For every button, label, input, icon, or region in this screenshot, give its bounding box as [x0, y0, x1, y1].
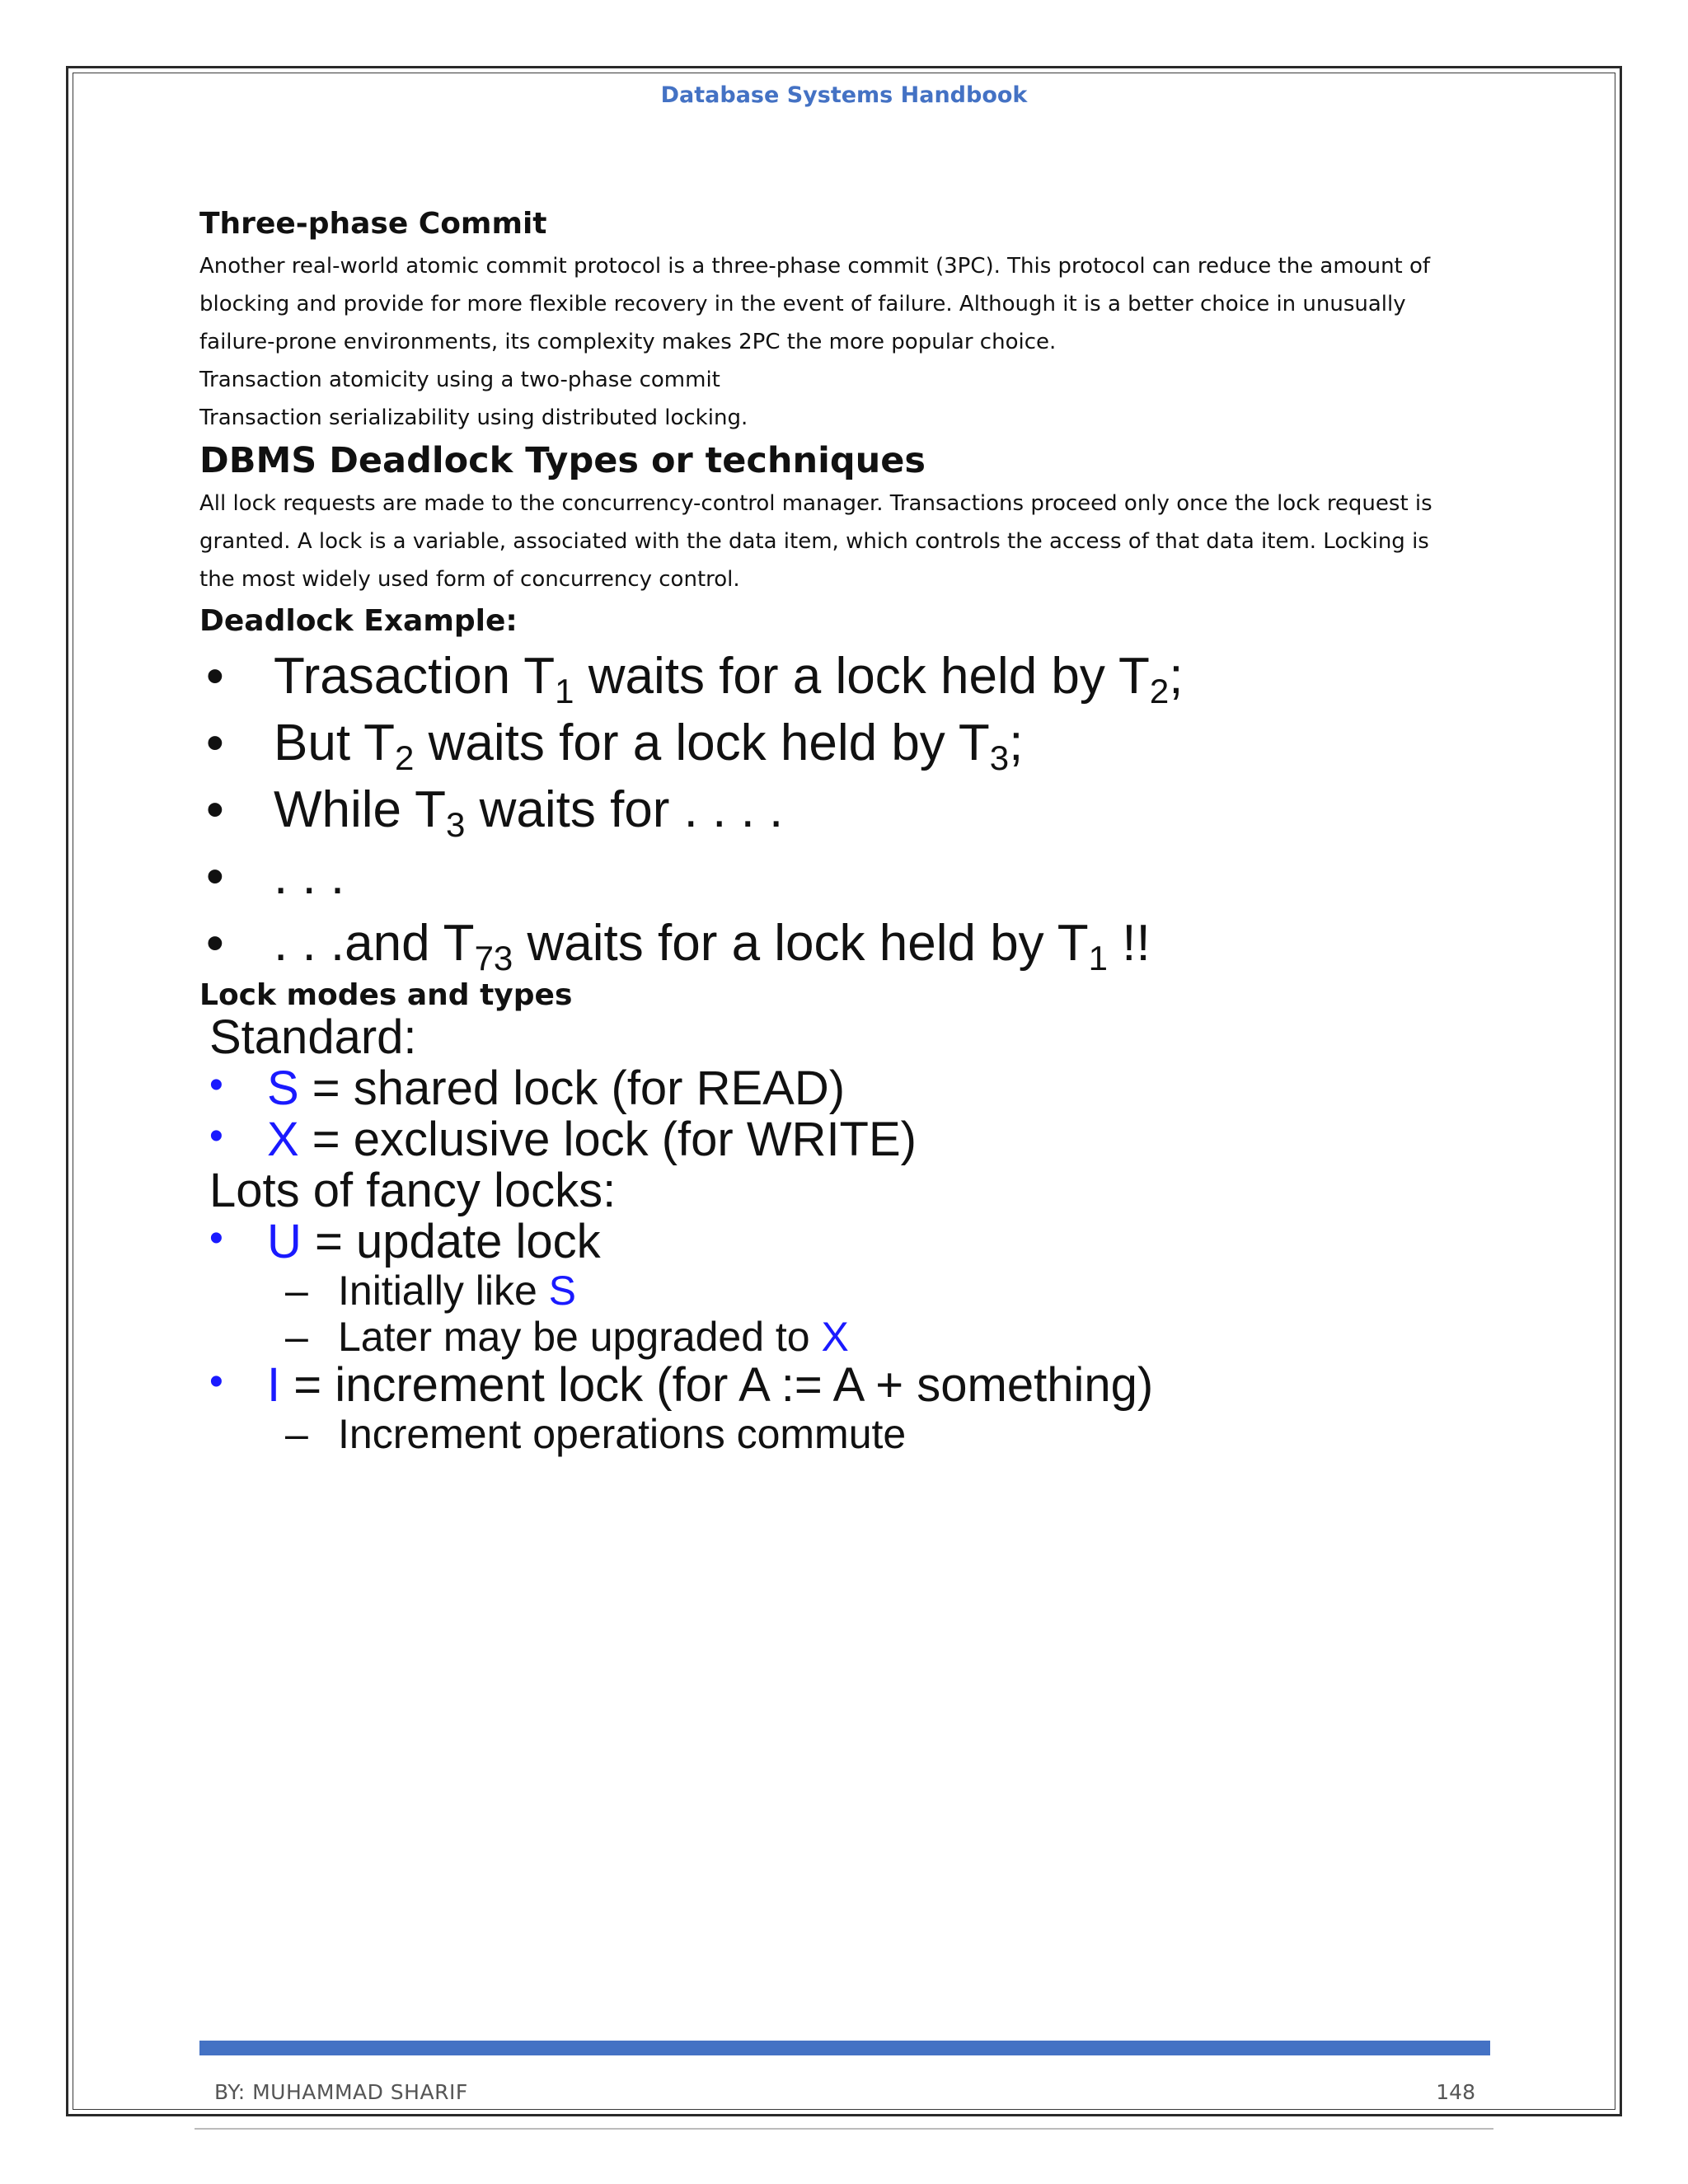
lock-subbullet: – Later may be upgraded to X	[285, 1314, 849, 1360]
bullet-icon: •	[209, 1360, 223, 1404]
lock-subbullet: – Initially like S	[285, 1268, 576, 1314]
bullet-icon: •	[206, 848, 224, 905]
lock-bullet-u: • U = update lock	[209, 1215, 601, 1268]
paragraph-line: Transaction serializability using distributed locking.	[199, 405, 748, 430]
paragraph-line: Another real-world atomic commit protocol is a three-phase commit (3PC). This protocol can reduce the amount of	[199, 254, 1431, 279]
bullet-icon: •	[206, 648, 224, 705]
dash-icon: –	[285, 1314, 308, 1360]
heading-lock-modes: Lock modes and types	[199, 978, 573, 1012]
fancy-locks-label: Lots of fancy locks:	[209, 1164, 617, 1217]
deadlock-bullet: • While $T_3$ waits for . . . .	[199, 776, 1502, 843]
paragraph-line: granted. A lock is a variable, associated with the data item, which controls the access of that data item. Locking is	[199, 529, 1429, 554]
deadlock-example-slide	[199, 643, 1502, 977]
deadlock-bullet: • . . .and $T_{73}$ waits for a lock held by $T_1$ !!	[199, 910, 1502, 977]
paragraph-line: All lock requests are made to the concurrency-control manager. Transactions proceed only once the lock request is	[199, 491, 1432, 516]
heading-three-phase-commit: Three-phase Commit	[199, 207, 547, 241]
deadlock-bullet: • Trasaction $T_1$ waits for a lock held by $T_2$;	[199, 643, 1502, 710]
paragraph-line: failure-prone environments, its complexity makes 2PC the more popular choice.	[199, 330, 1057, 354]
bullet-icon: •	[206, 915, 224, 972]
lock-bullet-x: • X = exclusive lock (for WRITE)	[209, 1113, 917, 1166]
paragraph-line: the most widely used form of concurrency control.	[199, 567, 740, 592]
text-content	[199, 201, 1493, 644]
heading-deadlock-example: Deadlock Example:	[199, 604, 518, 638]
bottom-divider	[195, 2128, 1493, 2130]
deadlock-bullet: • . . .	[199, 843, 1502, 910]
lock-modes-slide	[199, 1012, 1518, 1457]
footer-accent-bar	[199, 2041, 1490, 2055]
dash-icon: –	[285, 1268, 308, 1314]
standard-label: Standard:	[209, 1010, 417, 1064]
paragraph-line: Transaction atomicity using a two-phase commit	[199, 368, 720, 392]
paragraph-line: blocking and provide for more flexible recovery in the event of failure. Although it is a better choice in unusually	[199, 292, 1406, 316]
heading-deadlock-types: DBMS Deadlock Types or techniques	[199, 440, 926, 481]
bullet-icon: •	[206, 781, 224, 838]
page-number: 148	[1436, 2080, 1475, 2104]
deadlock-bullet: • But $T_2$ waits for a lock held by $T_3$;	[199, 710, 1502, 776]
footer-author: BY: MUHAMMAD SHARIF	[214, 2080, 468, 2104]
running-header: Database Systems Handbook	[660, 82, 1028, 108]
bullet-icon: •	[209, 1216, 223, 1260]
lock-subbullet: – Increment operations commute	[285, 1411, 907, 1457]
lock-bullet-s: • S = shared lock (for READ)	[209, 1062, 846, 1115]
bullet-icon: •	[209, 1114, 223, 1158]
dash-icon: –	[285, 1411, 308, 1457]
bullet-icon: •	[209, 1063, 223, 1107]
bullet-icon: •	[206, 715, 224, 771]
lock-bullet-i: • I = increment lock (for A := A + something)	[209, 1358, 1154, 1412]
